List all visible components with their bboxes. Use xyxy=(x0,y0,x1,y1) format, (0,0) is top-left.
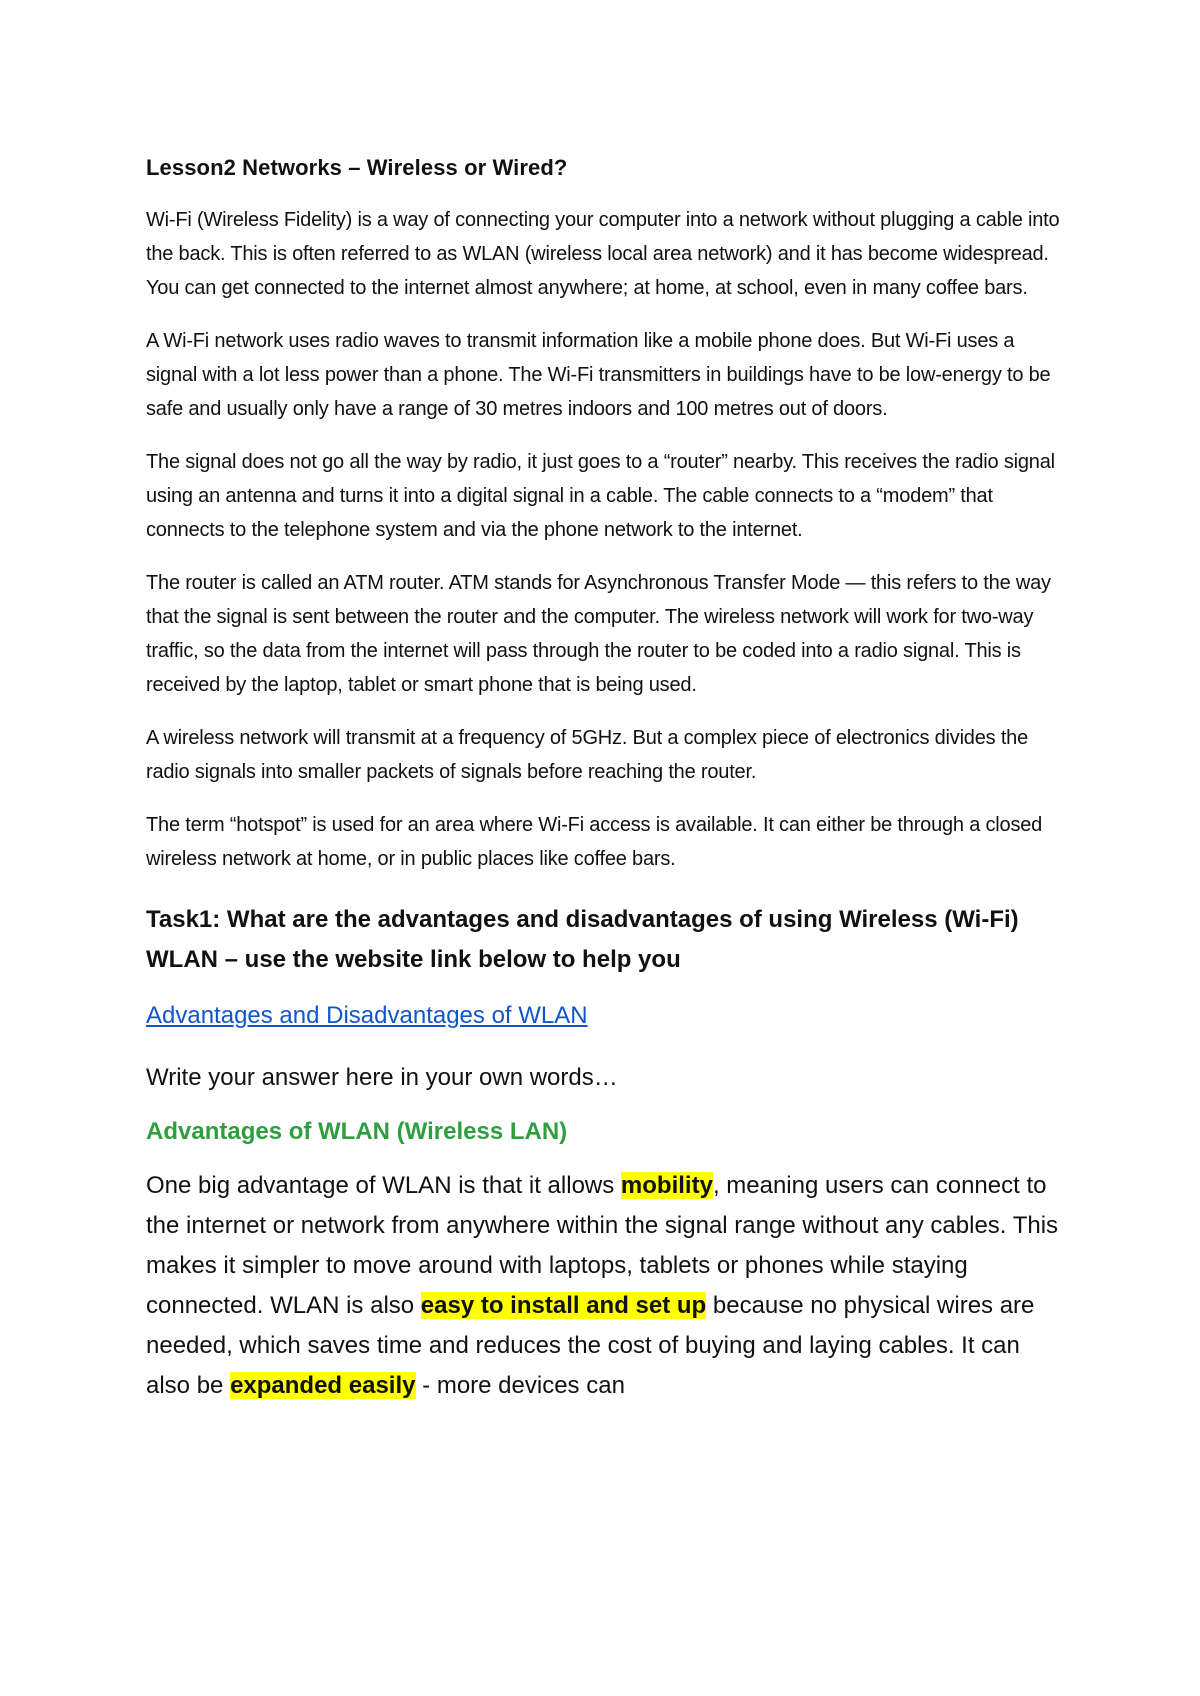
paragraph-radio-waves: A Wi-Fi network uses radio waves to transmit information like a mobile phone does. But Wi-Fi uses a signal with a lot less power than a phone. The Wi-Fi transmitters in buildings have to be low-energy to be safe and usually only have a range of 30 metres indoors and 100 metres out of doors. xyxy=(146,330,1051,420)
highlight-mobility: mobility xyxy=(620,1172,713,1199)
advantages-heading: Advantages of WLAN (Wireless LAN) xyxy=(146,1118,568,1145)
highlight-easy-install: easy to install and set up xyxy=(420,1292,707,1319)
answer-text: - more devices can xyxy=(415,1372,625,1399)
task-heading: Task1: What are the advantages and disadvantages of using Wireless (Wi-Fi) WLAN – use the website link below to help you xyxy=(146,906,1019,973)
document-page xyxy=(146,138,1066,1406)
wlan-advantages-link[interactable]: Advantages and Disadvantages of WLAN xyxy=(146,1002,588,1029)
paragraph-hotspot: The term “hotspot” is used for an area where Wi-Fi access is available. It can either be through a closed wireless network at home, or in public places like coffee bars. xyxy=(146,814,1043,870)
document-title: Lesson2 Networks – Wireless or Wired? xyxy=(146,155,568,180)
paragraph-wifi-intro: Wi-Fi (Wireless Fidelity) is a way of connecting your computer into a network without plugging a cable into the back. This is often referred to as WLAN (wireless local area network) and it has become widespread. You can get connected to the internet almost anywhere; at home, at school, even in many coffee bars. xyxy=(146,209,1060,299)
answer-prompt: Write your answer here in your own words… xyxy=(146,1064,618,1091)
highlight-expanded-easily: expanded easily xyxy=(230,1372,416,1399)
paragraph-router: The signal does not go all the way by radio, it just goes to a “router” nearby. This receives the radio signal using an antenna and turns it into a digital signal in a cable. The cable connects to a “modem” that connects to the telephone system and via the phone network to the internet. xyxy=(146,451,1055,541)
answer-text: because no physical wires are needed, which saves time and reduces the cost of buying and laying cables. It can also be xyxy=(146,1292,1035,1399)
paragraph-atm-router: The router is called an ATM router. ATM stands for Asynchronous Transfer Mode — this refers to the way that the signal is sent between the router and the computer. The wireless network will work for two-way traffic, so the data from the internet will pass through the router to be coded into a radio signal. This is received by the laptop, tablet or smart phone that is being used. xyxy=(146,572,1051,696)
answer-text: , meaning users can connect to the internet or network from anywhere within the signal range without any cables. This makes it simpler to move around with laptops, tablets or phones while staying connected. WLAN is also xyxy=(146,1172,1059,1319)
answer-text: One big advantage of WLAN is that it allows xyxy=(146,1172,621,1199)
paragraph-frequency: A wireless network will transmit at a frequency of 5GHz. But a complex piece of electronics divides the radio signals into smaller packets of signals before reaching the router. xyxy=(146,727,1029,783)
answer-paragraph xyxy=(146,1166,1066,1406)
